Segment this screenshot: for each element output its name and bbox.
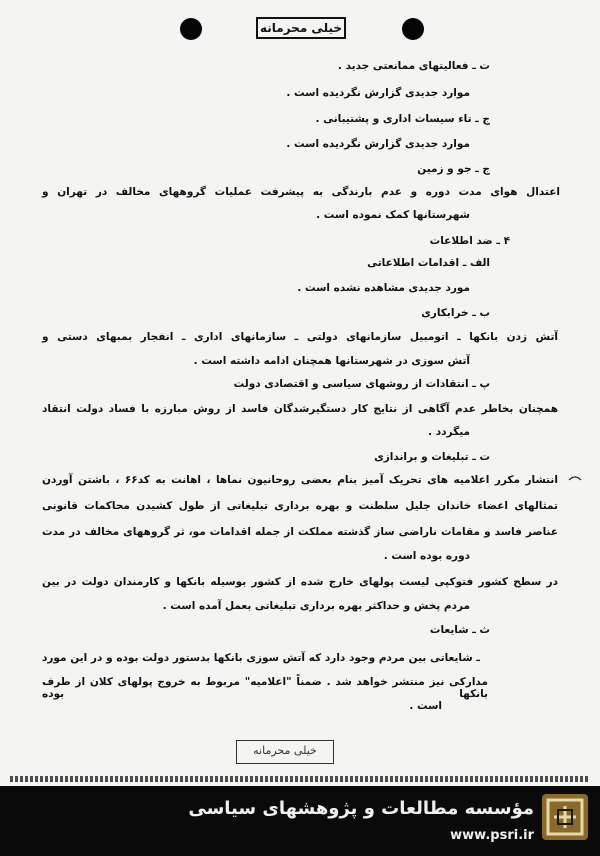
document-line: ـ شایعاتی بین مردم وجود دارد که آتش سوزی بانکها بدستور دولت بوده و در این مورد <box>42 652 480 664</box>
document-line: موارد جدیدی گزارش نگردیده است . <box>286 87 470 99</box>
document-line: ۴ ـ ضد اطلاعات <box>429 235 510 247</box>
document-line: است . <box>409 700 442 712</box>
perforation-divider <box>10 776 590 782</box>
document-line: تمثالهای اعضاء خاندان جلیل سلطنت و بهره برداری تبلیغاتی از طول کشیدن محاکمات قانونی <box>42 500 558 512</box>
document-line: میگردد . <box>428 426 470 438</box>
institute-logo-icon <box>542 794 588 840</box>
document-line: الف ـ اقدامات اطلاعاتی <box>367 257 490 269</box>
classification-stamp: خیلی محرمانه <box>256 17 346 39</box>
punch-hole-icon <box>180 18 202 40</box>
document-line: ج ـ جو و زمین <box>417 163 490 175</box>
document-line: در سطح کشور فتوکپی لیست پولهای خارج شده از کشور بوسیله بانکها و کارمندان دولت در بین <box>42 576 558 588</box>
document-line: ج ـ تاء سیسات اداری و پشتیبانی . <box>315 113 490 125</box>
document-line: پ ـ انتقادات از روشهای سیاسی و اقتصادی دولت <box>233 378 490 390</box>
document-line: مردم پخش و حداکثر بهره برداری تبلیغاتی بعمل آمده است . <box>162 600 470 612</box>
document-line: اعتدال هوای مدت دوره و عدم بارندگی به پیشرفت عملیات گروههای مخالف در تهران و <box>42 186 560 198</box>
institute-footer <box>0 786 600 856</box>
margin-mark-icon <box>568 474 582 482</box>
document-line: مورد جدیدی مشاهده نشده است . <box>297 282 470 294</box>
institute-url[interactable]: www.psri.ir <box>450 828 534 843</box>
document-line: ت ـ فعالیتهای ممانعتی جدید . <box>337 60 490 72</box>
document-line: همچنان بخاطر عدم آگاهی از نتایج کار دستگیرشدگان فاسد از روش مبارزه با فساد دولت انتقاد <box>42 403 558 415</box>
document-line: آتش سوزی در شهرستانها همچنان ادامه داشته است . <box>193 355 470 367</box>
document-line: آتش زدن بانکها ـ اتومبیل سازمانهای دولتی ـ سازمانهای اداری ـ انفجار بمبهای دستی و <box>42 331 558 343</box>
bottom-classification-stamp: خیلی محرمانه <box>236 740 334 764</box>
document-line: ب ـ خرابکاری <box>421 307 490 319</box>
document-line: عناصر فاسد و مقامات ناراضی ساز گذشته مملکت از جمله اقدامات مو، ثر گروههای مخالف در مدت <box>42 526 558 538</box>
institute-name: مؤسسه مطالعات و پژوهشهای سیاسی <box>188 798 534 819</box>
document-line: مدارکی نیز منتشر خواهد شد . ضمناً "اعلامیه" مربوط به خروج پولهای کلان از طرف بانکها بوده <box>42 676 488 700</box>
document-line: موارد جدیدی گزارش نگردیده است . <box>286 138 470 150</box>
document-line: ث ـ شایعات <box>429 624 490 636</box>
document-line: دوره بوده است . <box>383 550 470 562</box>
document-line: انتشار مکرر اعلامیه های تحریک آمیز بنام بعضی روحانیون نماها ، اهانت به کد۶۶ ، باشتن آوردن <box>42 474 558 486</box>
punch-hole-icon <box>402 18 424 40</box>
document-line: ت ـ تبلیغات و براندازی <box>374 451 490 463</box>
document-line: شهرستانها کمک نموده است . <box>316 209 470 221</box>
